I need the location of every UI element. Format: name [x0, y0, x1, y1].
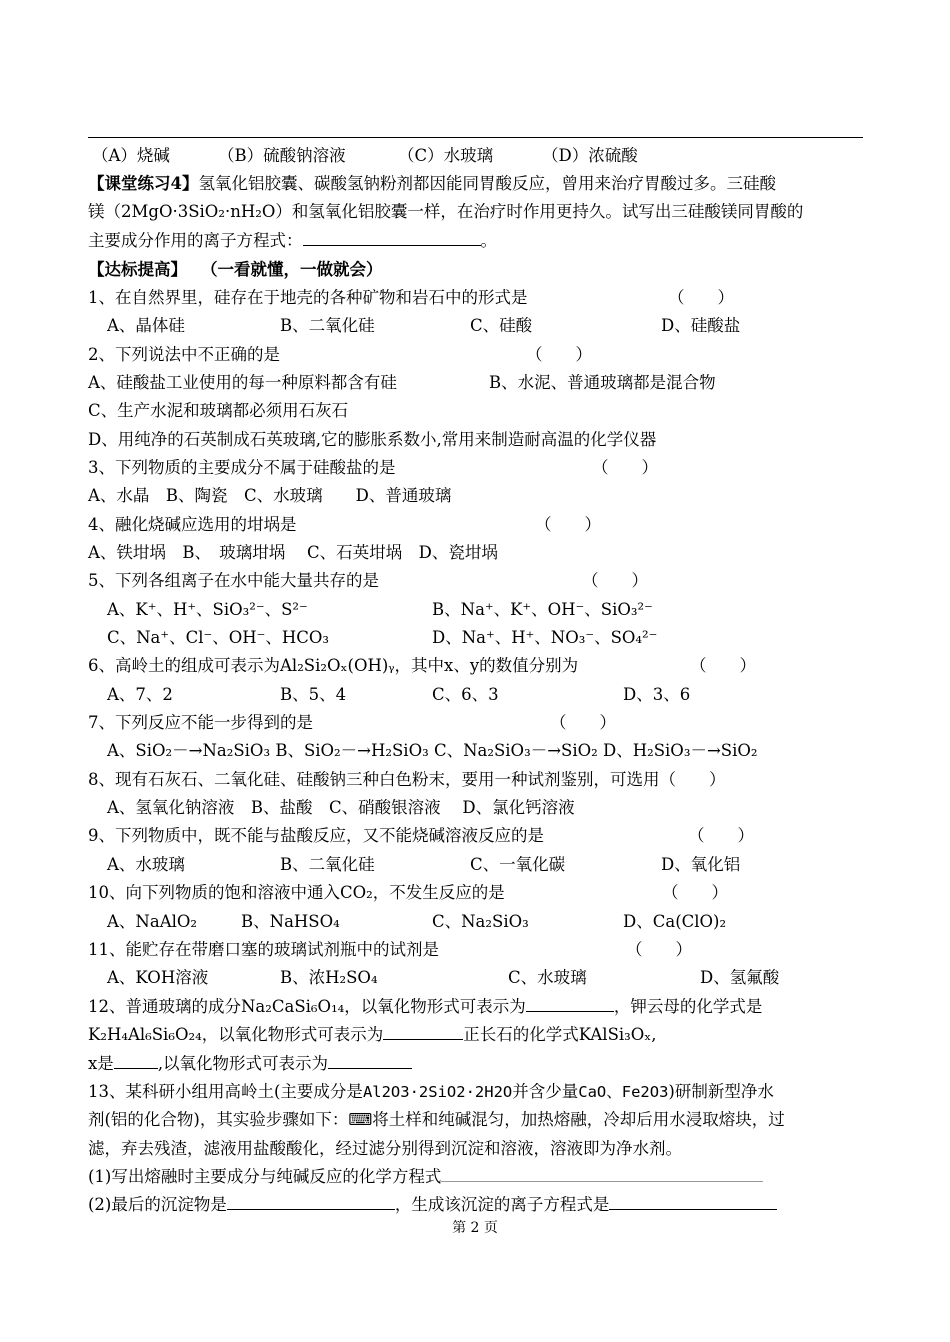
q13-line3: 滤，弃去残渣，滤液用盐酸酸化，经过滤分别得到沉淀和溶液，溶液即为净水剂。: [88, 1139, 682, 1158]
q13-line1: 13、某科研小组用高岭土(主要成分是Al2O3·2SiO2·2H2O并含少量CaO、Fe2O3)研制新型净水: [88, 1082, 774, 1101]
q12-blank1[interactable]: [526, 997, 614, 1012]
q5-option-d: D、Na⁺、H⁺、NO₃⁻、SO₄²⁻: [432, 628, 658, 647]
keyboard-icon: ⌨: [348, 1110, 373, 1129]
q13-blank2[interactable]: [227, 1195, 395, 1210]
q6-option-d: D、3、6: [623, 685, 691, 704]
q12-line3: x是 ,以氧化物形式可表示为: [88, 1054, 412, 1074]
q11-option-d: D、氢氟酸: [700, 968, 780, 987]
q5-answer-paren[interactable]: （ ）: [582, 571, 648, 590]
practice4-tag: 【课堂练习4】: [88, 174, 199, 193]
q1-stem: 1、在自然界里，硅存在于地壳的各种矿物和岩石中的形式是: [88, 288, 528, 307]
q12-line1: 12、普通玻璃的成分Na₂CaSi₆O₁₄，以氧化物形式可表示为 ，钾云母的化学式是: [88, 997, 763, 1016]
q9-option-b: B、二氧化硅: [280, 855, 375, 874]
q13-line2: 剂(铝的化合物)，其实验步骤如下：⌨将土样和纯碱混匀，加热熔融，冷却后用水浸取熔块，过: [88, 1110, 785, 1129]
q1-option-b: B、二氧化硅: [280, 316, 375, 335]
q3-answer-paren[interactable]: （ ）: [592, 458, 658, 477]
q7-answer-paren[interactable]: （ ）: [550, 713, 616, 732]
practice4-line3: 主要成分作用的离子方程式： 。: [88, 231, 497, 250]
q4-options: A、铁坩埚 B、 玻璃坩埚 C、石英坩埚 D、瓷坩埚: [88, 543, 498, 562]
q12-blank2[interactable]: [383, 1025, 463, 1040]
q9-option-a: A、水玻璃: [107, 855, 185, 874]
q1-option-c: C、硅酸: [470, 316, 533, 335]
q5-stem: 5、下列各组离子在水中能大量共存的是: [88, 571, 379, 590]
q7-stem: 7、下列反应不能一步得到的是: [88, 713, 313, 732]
q5-option-a: A、K⁺、H⁺、SiO₃²⁻、S²⁻: [107, 600, 308, 619]
q10-stem: 10、向下列物质的饱和溶液中通入CO₂，不发生反应的是: [88, 883, 505, 902]
q1-option-d: D、硅酸盐: [661, 316, 741, 335]
q9-answer-paren[interactable]: （ ）: [688, 826, 754, 845]
q4-answer-paren[interactable]: （ ）: [535, 515, 601, 534]
q2-option-d: D、用纯净的石英制成石英玻璃,它的膨胀系数小,常用来制造耐高温的化学仪器: [88, 430, 657, 449]
q5-option-b: B、Na⁺、K⁺、OH⁻、SiO₃²⁻: [432, 600, 653, 619]
q5-option-c: C、Na⁺、Cl⁻、OH⁻、HCO₃: [107, 628, 330, 647]
q2-option-b: B、水泥、普通玻璃都是混合物: [489, 373, 716, 392]
q6-answer-paren[interactable]: （ ）: [690, 656, 756, 675]
q10-option-a: A、NaAlO₂: [107, 912, 198, 931]
q6-option-a: A、7、2: [107, 685, 173, 704]
q3-stem: 3、下列物质的主要成分不属于硅酸盐的是: [88, 458, 396, 477]
q11-option-a: A、KOH溶液: [107, 968, 209, 987]
q3-options: A、水晶 B、陶瓷 C、水玻璃 D、普通玻璃: [88, 486, 452, 505]
q1-option-a: A、晶体硅: [107, 316, 185, 335]
q13-sub1: (1)写出熔融时主要成分与纯碱反应的化学方程式: [88, 1167, 763, 1187]
option-c: （C）水玻璃: [398, 146, 494, 165]
q2-answer-paren[interactable]: （ ）: [526, 345, 592, 364]
q2-stem: 2、下列说法中不正确的是: [88, 345, 280, 364]
q9-stem: 9、下列物质中，既不能与盐酸反应，又不能烧碱溶液反应的是: [88, 826, 544, 845]
option-d: （D）浓硫酸: [542, 146, 638, 165]
q10-option-c: C、Na₂SiO₃: [432, 912, 529, 931]
q2-option-c: C、生产水泥和玻璃都必须用石灰石: [88, 401, 349, 420]
q11-option-b: B、浓H₂SO₄: [280, 968, 378, 987]
q11-option-c: C、水玻璃: [508, 968, 587, 987]
q6-option-b: B、5、4: [280, 685, 347, 704]
q13-sub2: (2)最后的沉淀物是 ，生成该沉淀的离子方程式是: [88, 1195, 777, 1215]
q11-stem: 11、能贮存在带磨口塞的玻璃试剂瓶中的试剂是: [88, 940, 439, 959]
q6-stem: 6、高岭土的组成可表示为Al₂Si₂Oₓ(OH)ᵧ，其中x、y的数值分别为: [88, 656, 579, 675]
q13-blank3[interactable]: [609, 1195, 777, 1210]
q9-option-c: C、一氧化碳: [470, 855, 566, 874]
q10-answer-paren[interactable]: （ ）: [662, 883, 728, 902]
option-b: （B）硫酸钠溶液: [218, 146, 346, 165]
q13-blank1[interactable]: [441, 1167, 763, 1182]
q12-blank4[interactable]: [328, 1054, 412, 1069]
header-rule: [88, 137, 863, 138]
answer-blank[interactable]: [303, 231, 481, 246]
q2-option-a: A、硅酸盐工业使用的每一种原料都含有硅: [88, 373, 397, 392]
practice4-line1: 【课堂练习4】氢氧化铝胶囊、碳酸氢钠粉剂都因能同胃酸反应，曾用来治疗胃酸过多。三硅酸: [88, 174, 776, 193]
q11-answer-paren[interactable]: （ ）: [626, 940, 692, 959]
q6-option-c: C、6、3: [432, 685, 499, 704]
option-a: （A）烧碱: [92, 146, 170, 165]
section-heading: 【达标提高】 （一看就懂，一做就会）: [88, 260, 383, 279]
q9-option-d: D、氧化铝: [661, 855, 741, 874]
q12-blank3[interactable]: [114, 1054, 158, 1069]
q10-option-d: D、Ca(ClO)₂: [623, 912, 727, 931]
q1-answer-paren[interactable]: （ ）: [668, 288, 734, 307]
q12-line2: K₂H₄Al₆Si₆O₂₄，以氧化物形式可表示为 正长石的化学式KAlSi₃Oₓ,: [88, 1025, 657, 1044]
q10-option-b: B、NaHSO₄: [241, 912, 340, 931]
q8-options: A、氢氧化钠溶液 B、盐酸 C、硝酸银溶液 D、氯化钙溶液: [107, 798, 575, 817]
page-number: 第 2 页: [452, 1220, 498, 1236]
q4-stem: 4、融化烧碱应选用的坩埚是: [88, 515, 297, 534]
practice4-line2: 镁（2MgO·3SiO₂·nH₂O）和氢氧化铝胶囊一样，在治疗时作用更持久。试写出三硅酸镁同胃酸的: [88, 202, 804, 221]
q7-options: A、SiO₂－→Na₂SiO₃ B、SiO₂－→H₂SiO₃ C、Na₂SiO₃－→SiO₂ D、H₂SiO₃－→SiO₂: [107, 741, 758, 760]
q8-stem: 8、现有石灰石、二氧化硅、硅酸钠三种白色粉末，要用一种试剂鉴别，可选用（ ）: [88, 770, 726, 789]
